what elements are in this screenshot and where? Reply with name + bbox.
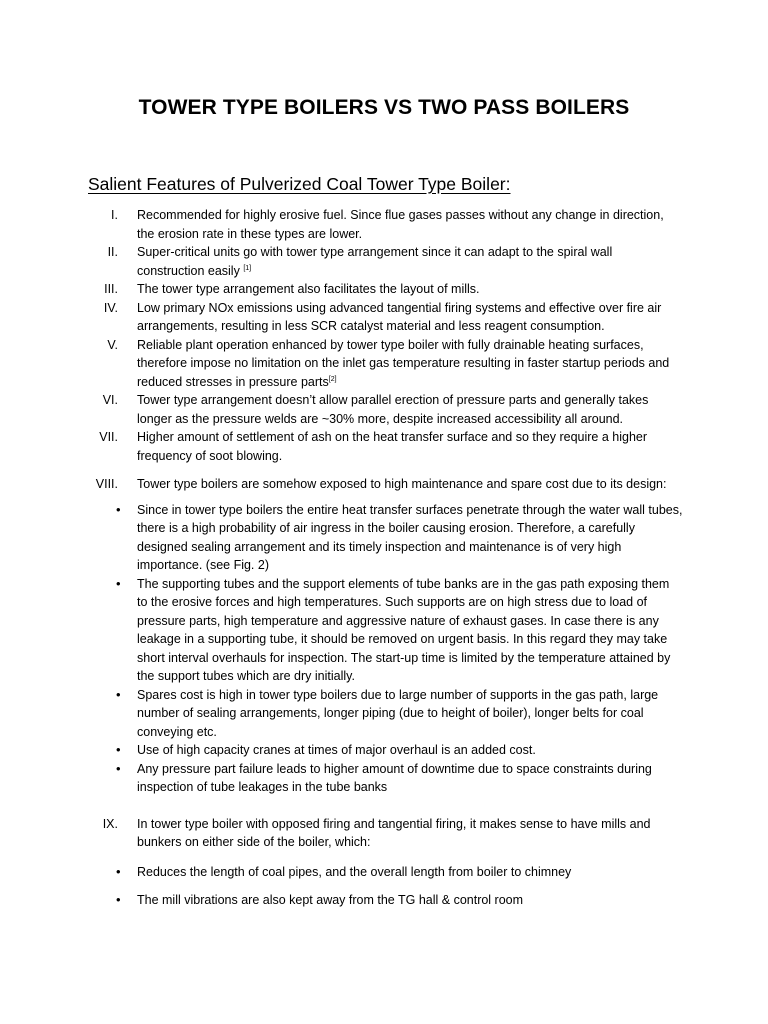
bullet-text: The supporting tubes and the support elements of tube banks are in the gas path exposing them to the erosive forces and high temperatures. Such supports are on high stress due to load of pressure parts, high temperature and aggressive nature of exhaust gases. In case there is any leakage in a supporting tube, it should be removed on urgent basis. In this regard they may take short interval overhauls for inspection. The start-up time is limited by the temperature attained by the support tubes which are dry initially. [137,576,671,683]
item-text: Recommended for highly erosive fuel. Since flue gases passes without any change in direction, the erosion rate in these types are lower. [137,208,664,241]
section-heading: Salient Features of Pulverized Coal Tower Type Boiler: [88,174,511,194]
bullet-text: Use of high capacity cranes at times of major overhaul is an added cost. [137,743,536,757]
citation-ref: [2] [328,375,337,383]
item-text: Higher amount of settlement of ash on the heat transfer surface and so they require a higher frequency of soot blowing. [137,430,648,463]
bullet-icon: • [116,501,121,517]
bullet-item [0,891,768,910]
item-number: VII. [99,430,118,444]
bullet-list [0,501,768,797]
bullet-icon: • [116,863,121,879]
list-item [0,428,768,465]
bullet-item [0,760,768,797]
bullet-item [0,501,768,575]
item-text: Tower type boilers are somehow exposed to high maintenance and spare cost due to its design: [137,477,667,491]
page-title: TOWER TYPE BOILERS VS TWO PASS BOILERS [138,96,630,119]
item-number: V. [107,337,118,352]
bullet-icon: • [116,575,121,591]
list-item [0,475,768,494]
item-number: IX. [102,816,118,831]
list-item [0,336,768,392]
item-number: I. [111,208,118,222]
bullet-text: Since in tower type boilers the entire heat transfer surfaces penetrate through the water wall tubes, there is a high probability of air ingress in the boiler causing erosion. Therefore, a carefully designed sealing arrangement and its timely inspection and maintenance is of very high importance. (see Fig. 2) [137,502,683,572]
bullet-text: The mill vibrations are also kept away from the TG hall & control room [137,893,524,907]
citation-ref: [1] [243,264,252,272]
bullet-text: Spares cost is high in tower type boilers due to large number of supports in the gas path, large number of sealing arrangements, longer piping (due to height of boiler), longer belts for coal conveying etc. [137,687,659,739]
item-text: Low primary NOx emissions using advanced tangential firing systems and effective over fire air arrangements, resulting in less SCR catalyst material and less reagent consumption. [137,300,662,333]
bullet-item [0,575,768,686]
item-text: Super-critical units go with tower type arrangement since it can adapt to the spiral wall construction easily [1] [137,245,613,278]
item-number: VIII. [95,477,118,491]
bullet-item [0,863,768,882]
bullet-icon: • [116,760,121,776]
list-item [0,206,768,243]
item-text: Reliable plant operation enhanced by tower type boiler with fully drainable heating surfaces, therefore impose no limitation on the inlet gas temperature resulting in faster startup periods and reduced stresses in pressure parts[2] [137,337,670,389]
list-item [0,391,768,428]
list-item [0,815,768,852]
item-number: VI. [102,393,118,407]
item-text: The tower type arrangement also facilitates the layout of mills. [137,282,480,296]
bullet-icon: • [116,686,121,702]
bullet-item [0,741,768,760]
bullet-item [0,686,768,742]
item-number: IV. [103,300,118,315]
item-text: Tower type arrangement doesn’t allow parallel erection of pressure parts and generally takes longer as the pressure welds are ~30% more, despite increased accessibility all around. [137,393,649,426]
item-number: III. [104,282,118,296]
bullet-text: Any pressure part failure leads to higher amount of downtime due to space constraints during inspection of tube leakages in the tube banks [137,761,652,794]
item-number: II. [107,245,118,259]
item-text: In tower type boiler with opposed firing and tangential firing, it makes sense to have mills and bunkers on either side of the boiler, which: [137,816,651,849]
bullet-text: Reduces the length of coal pipes, and the overall length from boiler to chimney [137,864,572,879]
bullet-icon: • [116,742,121,757]
list-item [0,243,768,280]
list-item [0,280,768,299]
bullet-icon: • [116,892,121,907]
feature-list [0,206,768,910]
list-item [0,299,768,336]
bullet-list [0,863,768,910]
